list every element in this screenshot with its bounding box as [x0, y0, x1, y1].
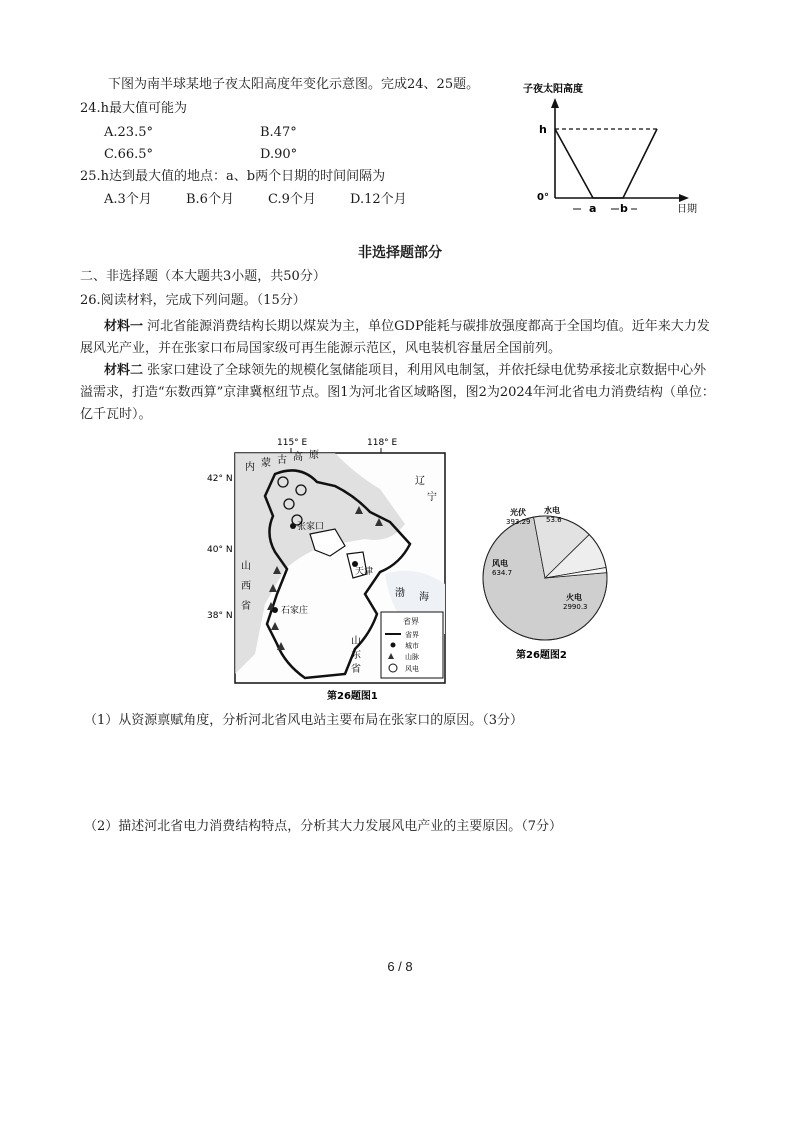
q26-stem: 26.阅读材料，完成下列问题。（15分） [80, 293, 306, 308]
legend-item-wind: 风电 [405, 665, 419, 673]
value-hydro: 53.6 [546, 516, 562, 524]
label-wind: 风电 [492, 559, 508, 568]
q25-option-d: D.12个月 [350, 192, 407, 207]
intro-text: 下图为南半球某地子夜太阳高度年变化示意图。完成24、25题。 [108, 77, 480, 92]
region-dong: 东 [351, 650, 361, 661]
region-xi: 西 [241, 581, 251, 592]
city-dot-zhangjiakou [290, 523, 296, 529]
label-solar: 光伏 [510, 508, 526, 517]
lat-label-38: 38° N [207, 611, 233, 621]
city-zhangjiakou: 张家口 [297, 522, 325, 532]
tick-h: h [539, 123, 547, 136]
q24-option-d: D.90° [260, 147, 298, 162]
legend-title: 省界 [403, 617, 419, 626]
pie-caption: 第26题图2 [516, 650, 567, 661]
mark-a: a [589, 202, 597, 215]
hebei-map [205, 434, 455, 704]
region-meng: 蒙 [261, 458, 271, 469]
region-yuan: 原 [309, 450, 319, 461]
legend-city-symbol [391, 643, 396, 648]
city-shijiazhuang: 石家庄 [281, 606, 309, 616]
lat-label-42: 42° N [207, 474, 233, 484]
region-shan: 山 [241, 561, 251, 572]
region-sheng-east: 省 [351, 664, 361, 675]
legend-item-mountain: 山脉 [405, 653, 419, 661]
legend-item-city: 城市 [405, 642, 419, 650]
lat-label-40: 40° N [207, 545, 233, 555]
material-two-text: 张家口建设了全球领先的规模化氢储能项目，利用风电制氢，并依托绿电优势承接北京数据中心外溢需求，打造“东数西算”京津冀枢纽节点。图1为河北省区域略图，图2为2024年河北省电力消费结构（单位：亿千瓦时）。 [80, 363, 715, 422]
value-thermal: 2990.3 [563, 603, 588, 611]
region-shan-east: 山 [351, 636, 361, 647]
x-axis-arrow [679, 194, 689, 202]
material-two-label: 材料二 [104, 363, 144, 378]
pie-slices [483, 516, 607, 640]
region-bo: 渤 [395, 588, 405, 599]
region-ning: 宁 [427, 492, 437, 503]
legend-item-border: 省界 [405, 631, 419, 639]
region-sheng-west: 省 [241, 601, 251, 612]
section-title: 非选择题部分 [358, 245, 442, 261]
page-number: 6 / 8 [387, 959, 413, 974]
sun-chart-ylabel: 子夜太阳高度 [523, 84, 583, 95]
city-dot-shijiazhuang [272, 607, 278, 613]
q26-sub-question-2: （2）描述河北省电力消费结构特点，分析其大力发展风电产业的主要原因。（7分） [84, 819, 563, 834]
label-hydro: 水电 [544, 506, 560, 515]
lon-label-118: 118° E [367, 438, 398, 448]
q25-stem: 25.h达到最大值的地点：a、b两个日期的时间间隔为 [80, 169, 386, 184]
q24-stem: 24.h最大值可能为 [80, 101, 188, 116]
region-gao: 高 [293, 452, 303, 463]
value-wind: 634.7 [492, 569, 513, 577]
mark-b: b [620, 202, 628, 215]
region-hai: 海 [419, 592, 429, 603]
sun-altitude-diagram [515, 76, 700, 221]
y-axis-arrow [551, 98, 559, 108]
q24-option-c: C.66.5° [104, 147, 154, 162]
q25-option-b: B.6个月 [186, 192, 234, 207]
sun-altitude-curve [555, 129, 657, 198]
region-liao: 辽 [415, 476, 425, 487]
map-caption: 第26题图1 [327, 691, 378, 702]
q25-option-a: A.3个月 [104, 192, 152, 207]
sun-chart-xlabel: 日期 [677, 204, 697, 215]
power-consumption-pie [470, 496, 620, 666]
q26-sub-question-1: （1）从资源禀赋角度，分析河北省风电站主要布局在张家口的原因。（3分） [84, 713, 524, 728]
region-nei: 内 [245, 462, 255, 473]
material-two [80, 360, 716, 426]
region-gu: 古 [277, 455, 287, 466]
material-one-text: 河北省能源消费结构长期以煤炭为主，单位GDP能耗与碳排放强度都高于全国均值。近年来大力发展风光产业，并在张家口布局国家级可再生能源示范区，风电装机容量居全国前列。 [80, 319, 710, 356]
q24-option-a: A.23.5° [104, 125, 153, 140]
q25-option-c: C.9个月 [268, 192, 316, 207]
label-thermal: 火电 [566, 593, 582, 602]
material-one [80, 316, 716, 360]
part-two-heading: 二、非选择题（本大题共3小题，共50分） [80, 269, 326, 284]
value-solar: 393.29 [506, 518, 531, 526]
lon-label-115: 115° E [277, 438, 308, 448]
q24-option-b: B.47° [260, 125, 297, 140]
city-tianjin: 天津 [355, 567, 374, 577]
tick-zero: 0° [537, 192, 549, 203]
material-one-label: 材料一 [104, 319, 144, 334]
